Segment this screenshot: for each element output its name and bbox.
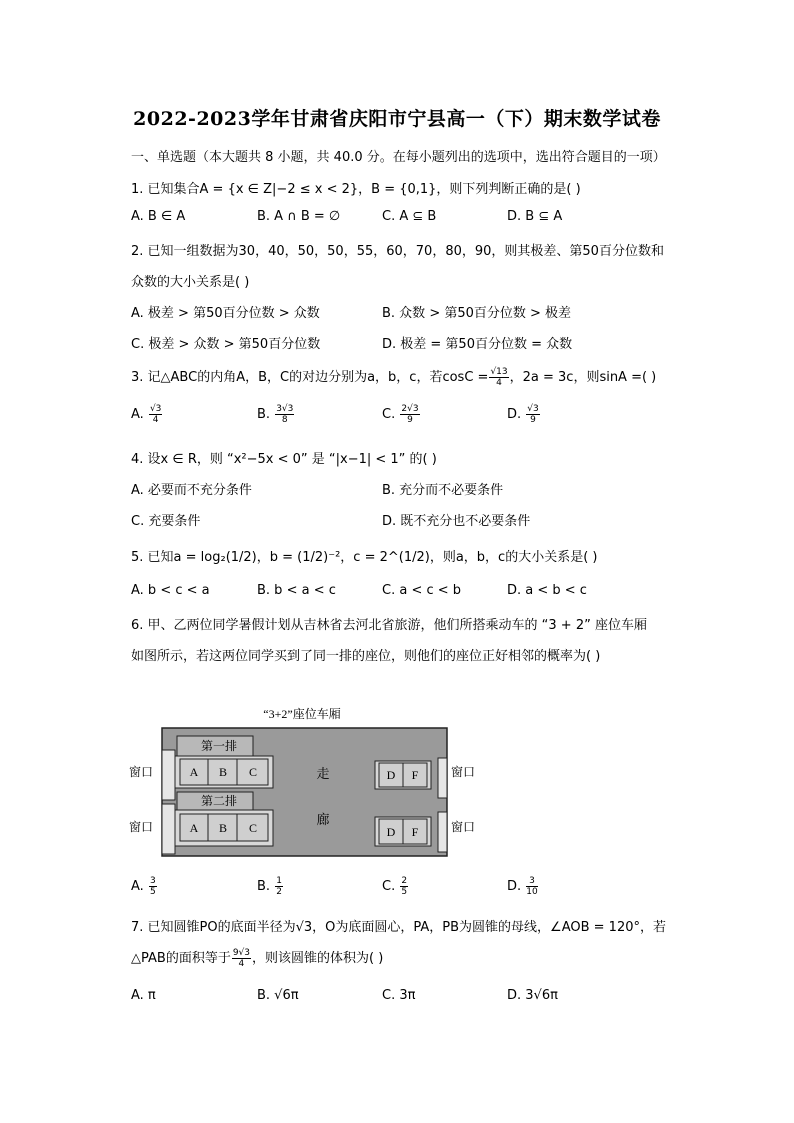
option-d[interactable]: D. $\frac{√3}{9}$ (507, 404, 539, 425)
option-b[interactable]: B. 众数 > 第50百分位数 > 极差 (382, 306, 572, 321)
question-1-options (131, 209, 691, 229)
seat-d-label: D (386, 768, 396, 782)
seat-diagram (127, 700, 497, 870)
stem-text: 3. 记△ABC的内角A，B，C的对边分别为a，b，c，若cosC = (131, 370, 489, 385)
option-c[interactable]: C. 极差 > 众数 > 第50百分位数 (131, 337, 321, 352)
option-a[interactable]: A. $\frac{√3}{4}$ (131, 404, 162, 425)
seat-a-label: A (189, 821, 199, 835)
option-c[interactable]: C. A ⊆ B (382, 209, 437, 224)
numerator: √13 (490, 367, 508, 377)
option-a[interactable]: A. b < c < a (131, 583, 210, 598)
option-b[interactable]: B. A ∩ B = ∅ (257, 209, 341, 224)
question-4-stem: 4. 设x ∈ R，则 “x²−5x < 0” 是 “|x−1| < 1” 的( ) (131, 452, 437, 467)
fraction (489, 367, 508, 388)
option-d[interactable]: D. 既不充分也不必要条件 (382, 514, 531, 529)
question-6-options (131, 876, 691, 896)
diagram-caption: “3+2”座位车厢 (263, 707, 341, 721)
seat-d-label: D (386, 825, 396, 839)
option-c[interactable]: C. 3π (382, 988, 416, 1003)
option-a[interactable]: A. 必要而不充分条件 (131, 483, 252, 498)
option-b[interactable]: B. $\frac{3√3}{8}$ (257, 404, 294, 425)
option-b[interactable]: B. $\frac{1}{2}$ (257, 876, 282, 897)
window-label-right-2: 窗口 (451, 820, 476, 834)
question-5-stem: 5. 已知a = log₂(1/2)，b = (1/2)⁻²，c = 2^(1/2)，则a，b，c的大小关系是( ) (131, 550, 598, 565)
question-2-stem-line2: 众数的大小关系是( ) (131, 275, 250, 290)
window-label-left-1: 窗口 (129, 765, 154, 779)
question-1-stem: 1. 已知集合A = {x ∈ Z|−2 ≤ x < 2}，B = {0,1}，则下列判断正确的是( ) (131, 182, 581, 197)
option-a[interactable]: A. π (131, 988, 156, 1003)
question-2-options-row1 (131, 302, 691, 322)
option-b[interactable]: B. b < a < c (257, 583, 336, 598)
option-a[interactable]: A. 极差 > 第50百分位数 > 众数 (131, 306, 320, 321)
seat-f-label: F (411, 825, 419, 839)
fraction (232, 948, 251, 969)
seat-a-label: A (189, 765, 199, 779)
option-b[interactable]: B. √6π (257, 988, 299, 1003)
window-right-1 (438, 758, 447, 798)
window-left-2 (162, 804, 175, 854)
option-a[interactable]: A. $\frac{3}{5}$ (131, 876, 156, 897)
stem-text: ，则该圆锥的体积为( ) (252, 951, 384, 966)
section-heading: 一、单选题（本大题共 8 小题，共 40.0 分。在每小题列出的选项中，选出符合题目的一项） (131, 150, 666, 165)
numerator: 9√3 (232, 948, 251, 958)
seat-c-label: C (248, 765, 258, 779)
option-a[interactable]: A. B ∈ A (131, 209, 186, 224)
option-c[interactable]: C. a < c < b (382, 583, 462, 598)
window-left-1 (162, 750, 175, 800)
option-c[interactable]: C. $\frac{2√3}{9}$ (382, 404, 419, 425)
aisle-label-bottom: 廊 (316, 812, 330, 827)
option-d[interactable]: D. 极差 = 第50百分位数 = 众数 (382, 337, 573, 352)
page-title: 2022-2023学年甘肃省庆阳市宁县高一（下）期末数学试卷 (133, 108, 661, 130)
window-label-right-1: 窗口 (451, 765, 476, 779)
question-4-options-row2 (131, 510, 691, 530)
seat-b-label: B (218, 821, 228, 835)
question-2-stem-line1: 2. 已知一组数据为30，40，50，50，55，60，70，80，90，则其极差、第50百分位数和 (131, 244, 664, 259)
option-c[interactable]: C. 充要条件 (131, 514, 201, 529)
question-7-stem-line2 (131, 947, 383, 969)
seat-b-label: B (218, 765, 228, 779)
option-c[interactable]: C. $\frac{2}{5}$ (382, 876, 408, 897)
question-6-stem-line1: 6. 甲、乙两位同学暑假计划从吉林省去河北省旅游，他们所搭乘动车的 “3 + 2” 座位车厢 (131, 618, 647, 633)
option-d[interactable]: D. B ⊆ A (507, 209, 563, 224)
denominator: 4 (238, 959, 245, 969)
question-7-options (131, 988, 691, 1008)
row-2-label: 第二排 (200, 794, 238, 808)
option-b[interactable]: B. 充分而不必要条件 (382, 483, 504, 498)
question-3-stem (131, 366, 656, 388)
row-1-label: 第一排 (200, 739, 238, 753)
option-d[interactable]: D. $\frac{3}{10}$ (507, 876, 538, 897)
option-d[interactable]: D. a < b < c (507, 583, 587, 598)
question-3-options (131, 404, 691, 424)
question-7-stem-line1: 7. 已知圆锥PO的底面半径为√3，O为底面圆心，PA，PB为圆锥的母线，∠AOB = 120°，若 (131, 920, 666, 935)
window-right-2 (438, 812, 447, 852)
question-4-options-row1 (131, 479, 691, 499)
stem-text: ，2a = 3c，则sinA =( ) (509, 370, 657, 385)
question-6-stem-line2: 如图所示，若这两位同学买到了同一排的座位，则他们的座位正好相邻的概率为( ) (131, 649, 601, 664)
denominator: 4 (496, 378, 502, 388)
stem-text: △PAB的面积等于 (131, 951, 231, 966)
window-label-left-2: 窗口 (129, 820, 154, 834)
question-2-options-row2 (131, 333, 691, 353)
question-5-options (131, 583, 691, 603)
seat-f-label: F (411, 768, 419, 782)
seat-c-label: C (248, 821, 258, 835)
aisle-label-top: 走 (316, 766, 330, 781)
option-d[interactable]: D. 3√6π (507, 988, 558, 1003)
